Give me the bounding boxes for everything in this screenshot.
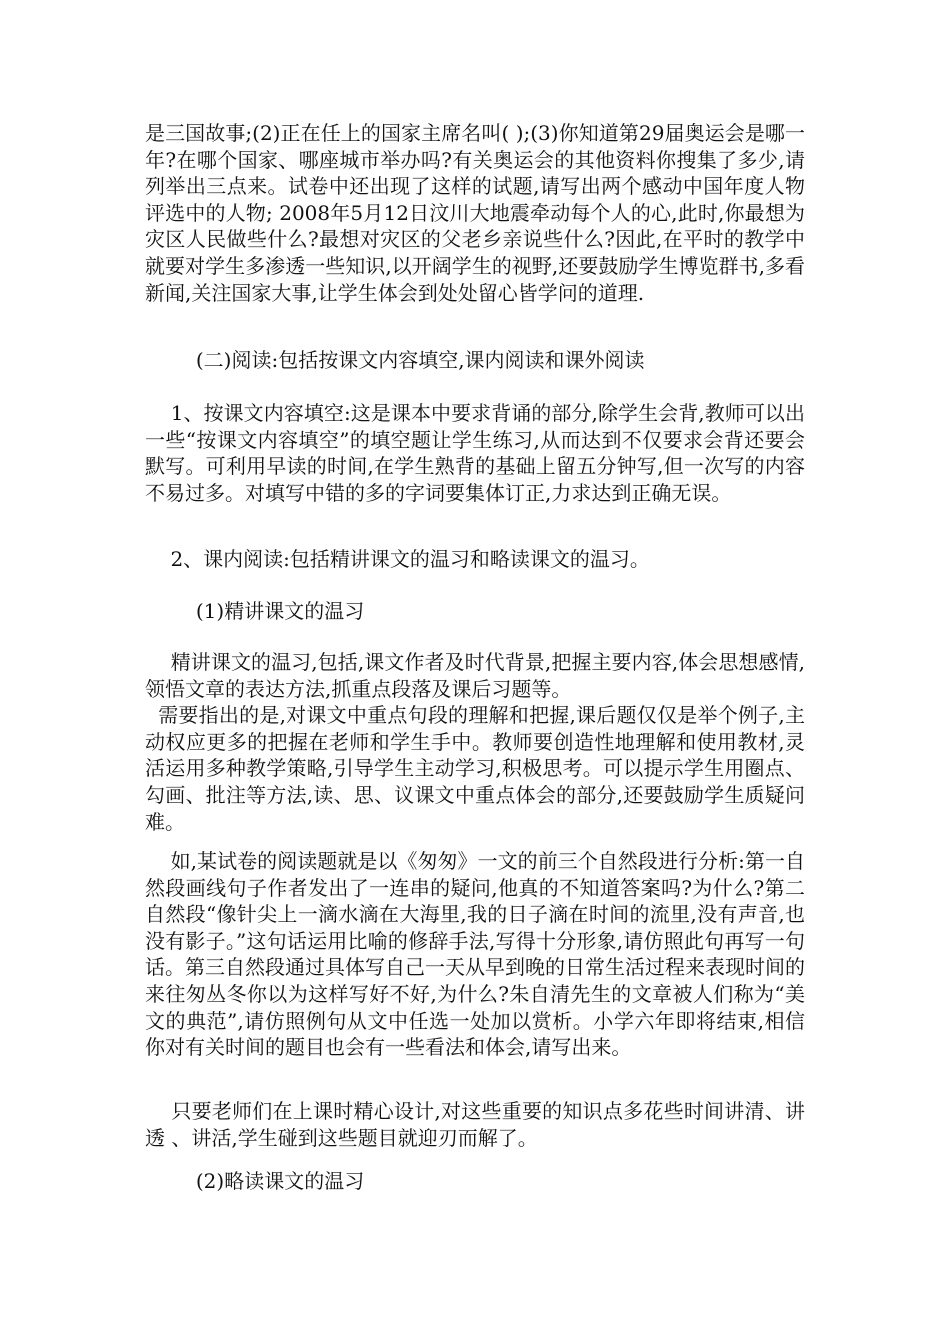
paragraph-example-congcong: 如,某试卷的阅读题就是以《匆匆》一文的前三个自然段进行分析:第一自然段画线句子作者发出了一连串的疑问,他真的不知道答案吗?为什么?第二自然段“像针尖上一滴水滴在大海里,我的日子滴在时间的流里,没有声音,也没有影子。”这句话运用比喻的修辞手法,写得十分形象,请仿照此句再写一句话。第三自然段通过具体写自己一天从早到晚的日常生活过程来表现时间的来往匆丛冬你以为这样写好不好,为什么?朱自清先生的文章被人们称为“美文的典范”,请仿照例句从文中任选一处加以赏析。小学六年即将结束,相信你对有关时间的题目也会有一些看法和体会,请写出来。 (145, 849, 805, 1060)
heading-skim-reading: (2)略读课文的温习 (145, 1169, 365, 1193)
paragraph-in-class-reading: 2、课内阅读:包括精讲课文的温习和略读课文的温习。 (145, 547, 650, 571)
paragraph-fill-in-blanks: 1、按课文内容填空:这是课本中要求背诵的部分,除学生会背,教师可以出一些“按课文内容填空”的填空题让学生练习,从而达到不仅要求会背还要会默写。可利用早读的时间,在学生熟背的基础上留五分钟写,但一次写的内容不易过多。对填写中错的多的字词要集体订正,力求达到正确无误。 (145, 401, 805, 505)
heading-reading: (二)阅读:包括按课文内容填空,课内阅读和课外阅读 (145, 348, 645, 372)
paragraph-teacher-design: 只要老师们在上课时精心设计,对这些重要的知识点多花些时间讲清、讲透 、讲活,学生碰到这些题目就迎刃而解了。 (145, 1099, 805, 1150)
paragraph-exam-knowledge: 是三国故事;(2)正在任上的国家主席名叫( );(3)你知道第29届奥运会是哪一年?在哪个国家、哪座城市举办吗?有关奥运会的其他资料你搜集了多少,请列举出三点来。试卷中还出现了这样的试题,请写出两个感动中国年度人物评选中的人物; 2008年5月12日汶川大地震牵动每个人的心,此时,你最想为灾区人民做些什么?最想对灾区的父老乡亲说些什么?因此,在平时的教学中就要对学生多渗透一些知识,以开阔学生的视野,还要鼓励学生博览群书,多看新闻,关注国家大事,让学生体会到处处留心皆学问的道理. (145, 121, 805, 305)
heading-intensive-reading: (1)精讲课文的温习 (145, 599, 365, 623)
paragraph-intensive-review: 精讲课文的温习,包括,课文作者及时代背景,把握主要内容,体会思想感情,领悟文章的表达方法,抓重点段落及课后习题等。 需要指出的是,对课文中重点句段的理解和把握,课后题仅仅是举个例子,主动权应更多的把握在老师和学生手中。教师要创造性地理解和使用教材,灵活运用多种教学策略,引导学生主动学习,积极思考。可以提示学生用圈点、勾画、批注等方法,读、思、议课文中重点体会的部分,还要鼓励学生质疑问难。 (145, 650, 805, 834)
